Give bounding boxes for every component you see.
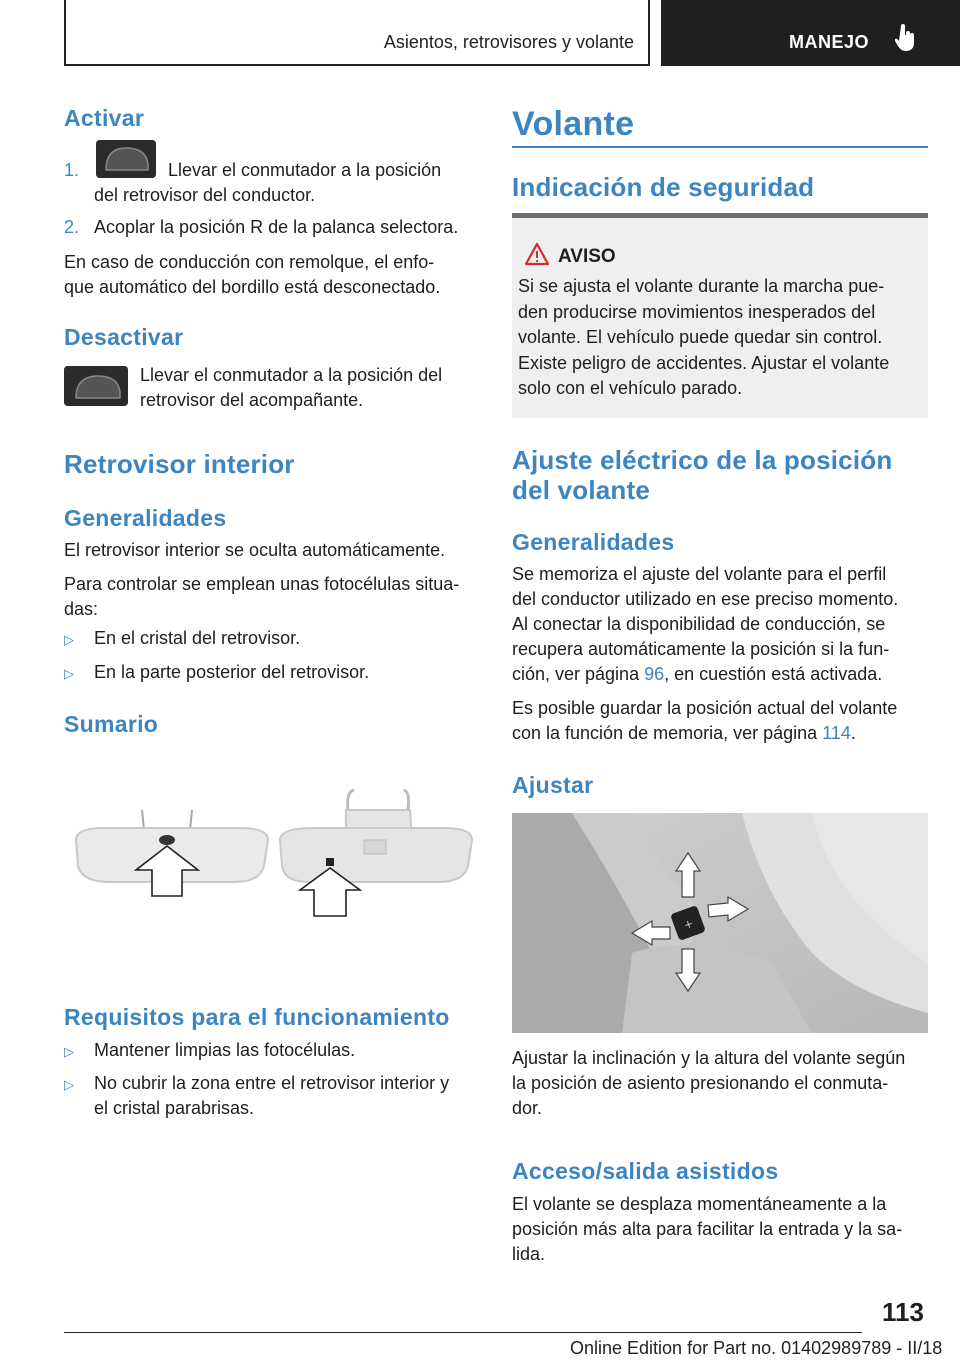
desactivar-line1: Llevar el conmutador a la posición del [140, 365, 443, 385]
page-link-96[interactable]: 96 [644, 664, 665, 684]
heading-volante: Volante [512, 105, 635, 143]
desactivar-line2: retrovisor del acompañante. [140, 390, 364, 410]
warning-text: Si se ajusta el volante durante la marcha pue- den producirse movimientos inesperados del volante. El vehículo puede quedar sin control. Existe peligro de accidentes. Ajustar el volante solo con el vehículo parado. [518, 276, 890, 398]
rearview-mirror-illustration [64, 770, 476, 960]
heading-generalidades-volante: Generalidades [512, 529, 675, 555]
heading-sumario: Sumario [64, 711, 159, 737]
header-section-box [64, 0, 650, 66]
bullet-marker: ▷ [64, 1044, 74, 1059]
title-rule [512, 146, 928, 148]
ajuste-paragraph-2: Es posible guardar la posición actual del volante con la función de memoria, ver página 114. [512, 698, 898, 743]
svg-text:+: + [681, 916, 696, 933]
heading-generalidades-retrovisor: Generalidades [64, 505, 227, 531]
activar-note-line2: que automático del bordillo está desconectado. [64, 277, 441, 297]
heading-retrovisor-interior: Retrovisor interior [64, 449, 295, 479]
heading-ajustar: Ajustar [512, 772, 594, 798]
ajuste-paragraph-1: Se memoriza el ajuste del volante para el perfil del conductor utilizado en ese preciso momento. Al conectar la disponibilidad de conducción, se recupera automáticamente la posición si la fun- ción, ver página 96, en cuestión está activada. [512, 564, 899, 684]
warning-label: AVISO [558, 246, 616, 267]
retrovisor-p1: El retrovisor interior se oculta automáticamente. [64, 540, 446, 560]
mirror-switch-passenger-icon [64, 366, 128, 406]
heading-requisitos: Requisitos para el funcionamiento [64, 1004, 450, 1030]
requisitos-bullet-1: ▷ Mantener limpias las fotocélulas. [64, 1038, 476, 1064]
activar-step-1-line2: del retrovisor del conductor. [94, 185, 316, 205]
bullet-marker: ▷ [64, 632, 74, 647]
step-number: 1. [64, 160, 80, 180]
heading-ajuste-electrico-2: del volante [512, 475, 651, 505]
footer-rule [64, 1332, 862, 1333]
ajustar-caption: Ajustar la inclinación y la altura del volante según la posición de asiento presionando el conmuta- dor. [512, 1048, 906, 1118]
page-link-114[interactable]: 114 [822, 723, 851, 743]
retrovisor-bullet-2: ▷ En la parte posterior del retrovisor. [64, 660, 476, 686]
bullet-marker: ▷ [64, 1077, 74, 1092]
page-number: 113 [882, 1297, 924, 1327]
heading-indicacion-seguridad: Indicación de seguridad [512, 172, 815, 202]
warning-triangle-icon [524, 242, 550, 273]
heading-activar: Activar [64, 105, 145, 131]
hand-pointer-icon [895, 24, 917, 59]
footer-edition: Online Edition for Part no. 01402989789 - II/18 [570, 1338, 943, 1358]
requisitos-bullet-2: ▷ No cubrir la zona entre el retrovisor interior y [64, 1071, 476, 1097]
retrovisor-p2-line2: das: [64, 599, 99, 619]
retrovisor-bullet-1: ▷ En el cristal del retrovisor. [64, 626, 476, 652]
steering-column-photo [512, 813, 928, 1033]
bullet-marker: ▷ [64, 666, 74, 681]
heading-desactivar: Desactivar [64, 324, 184, 350]
header-section-title: Asientos, retrovisores y volante [383, 32, 634, 52]
activar-step-1-line1: Llevar el conmutador a la posición [168, 160, 442, 180]
mirror-switch-driver-icon [96, 140, 156, 178]
header-tab-label: MANEJO [789, 32, 870, 52]
retrovisor-p2-line1: Para controlar se emplean unas fotocélulas situa- [64, 574, 460, 594]
step-number: 2. [64, 217, 80, 237]
warning-box [512, 213, 928, 418]
step-text: Acoplar la posición R de la palanca selectora. [94, 217, 459, 237]
activar-note-line1: En caso de conducción con remolque, el enfo- [64, 252, 435, 272]
activar-step-2 [64, 215, 476, 240]
heading-ajuste-electrico-1: Ajuste eléctrico de la posición [512, 445, 893, 475]
acceso-paragraph: El volante se desplaza momentáneamente a la posición más alta para facilitar la entrada y la sa- lida. [512, 1194, 903, 1264]
heading-acceso-salida: Acceso/salida asistidos [512, 1158, 779, 1184]
requisitos-bullet-2-line2: el cristal parabrisas. [94, 1098, 255, 1118]
header-tab-manejo[interactable] [661, 0, 960, 66]
